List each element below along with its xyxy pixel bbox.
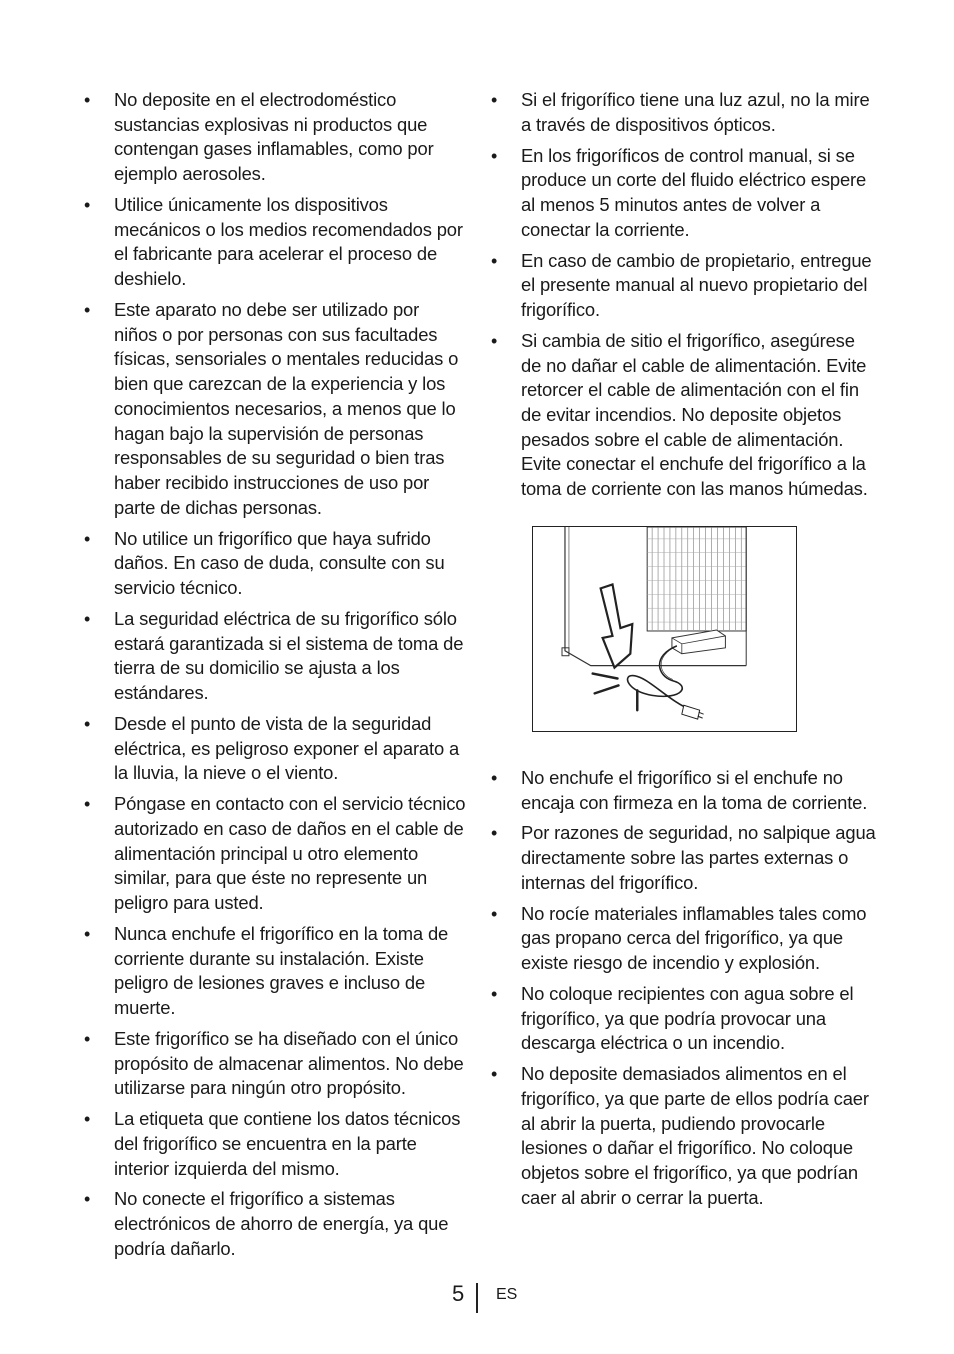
language-code: ES — [496, 1286, 518, 1303]
list-item: • En caso de cambio de propietario, entregue el presente manual al nuevo propietario del frigorífico. — [491, 249, 872, 320]
list-item: • Si cambia de sitio el frigorífico, asegúrese de no dañar el cable de alimentación. Evite retorcer el cable de alimentación con el fin de evitar incendios. No deposite objetos pesados sobre el cable de alimentación. Evite conectar el enchufe del frigorífico a la toma de corriente con las manos húmedas. — [491, 329, 868, 500]
bullet-icon: • — [84, 528, 91, 549]
bullet-icon: • — [84, 1189, 91, 1210]
list-item: • La seguridad eléctrica de su frigorífico sólo estará garantizada si el sistema de toma de tierra de su domicilio se ajusta a los estándares. — [84, 607, 464, 703]
list-item: • Por razones de seguridad, no salpique agua directamente sobre las partes externas o internas del frigorífico. — [491, 822, 876, 893]
list-item: • No utilice un frigorífico que haya sufrido daños. En caso de duda, consulte con su servicio técnico. — [84, 527, 445, 598]
bullet-icon: • — [84, 300, 91, 320]
list-item: • Nunca enchufe el frigorífico en la toma de corriente durante su instalación. Existe peligro de lesiones graves e incluso de muerte. — [84, 922, 449, 1018]
list-item: • Este aparato no debe ser utilizado por niños o por personas con sus facultades físicas, sensoriales o mentales reducidas o bien que carezcan de la experiencia y los conocimientos necesarios, a menos que lo hagan bajo la supervisión de personas responsables de su seguridad o bien tras haber recibido instrucciones de uso por parte de dichas personas. — [84, 299, 459, 518]
list-item: • Utilice únicamente los dispositivos mecánicos o los medios recomendados por el fabricante para acelerar el proceso de deshielo. — [84, 194, 463, 290]
right-bullet-list-bottom — [491, 766, 877, 1211]
list-item: • No rocíe materiales inflamables tales como gas propano cerca del frigorífico, ya que existe riesgo de incendio y explosión. — [491, 902, 867, 974]
footer-divider — [476, 1283, 478, 1313]
page-footer — [0, 1281, 954, 1315]
page-number: 5 — [452, 1281, 465, 1306]
fridge-power-cable-illustration — [532, 526, 797, 732]
fridge-cable-drawing — [533, 527, 796, 731]
bullet-icon: • — [491, 767, 498, 788]
list-item: • La etiqueta que contiene los datos técnicos del frigorífico se encuentra en la parte interior izquierda del mismo. — [84, 1108, 461, 1179]
bullet-icon: • — [84, 1028, 91, 1049]
bullet-icon: • — [491, 145, 498, 166]
list-item: • No enchufe el frigorífico si el enchufe no encaja con firmeza en la toma de corriente. — [491, 766, 868, 813]
bullet-icon: • — [84, 794, 91, 815]
list-item: • No conecte el frigorífico a sistemas electrónicos de ahorro de energía, ya que podría dañarlo. — [84, 1188, 449, 1259]
list-item: • Este frigorífico se ha diseñado con el único propósito de almacenar alimentos. No debe utilizarse para ningún otro propósito. — [84, 1027, 464, 1099]
list-item: • No coloque recipientes con agua sobre el frigorífico, ya que podría provocar una descarga eléctrica o un incendio. — [491, 983, 854, 1054]
bullet-icon: • — [84, 713, 91, 734]
list-item: • Si el frigorífico tiene una luz azul, no la mire a través de dispositivos ópticos. — [491, 89, 870, 135]
bullet-icon: • — [84, 608, 91, 629]
list-item: • No deposite demasiados alimentos en el frigorífico, ya que parte de ellos podría caer al abrir la puerta, pudiendo provocarle lesiones o dañar el frigorífico. No coloque objetos sobre el frigorífico, ya que podrían caer al abrir o cerrar la puerta. — [491, 1063, 869, 1208]
bullet-icon: • — [491, 903, 498, 924]
left-bullet-list — [84, 88, 466, 1262]
bullet-icon: • — [491, 1064, 498, 1085]
right-column — [491, 88, 877, 1217]
right-bullet-list-top — [491, 88, 877, 502]
list-item: • En los frigoríficos de control manual, si se produce un corte del fluido eléctrico espere al menos 5 minutos antes de volver a conectar la corriente. — [491, 144, 867, 240]
bullet-icon: • — [491, 330, 498, 351]
list-item: • Póngase en contacto con el servicio técnico autorizado en caso de daños en el cable de alimentación principal u otro elemento similar, para que éste no represente un peligro para usted. — [84, 793, 466, 913]
bullet-icon: • — [491, 823, 498, 844]
list-item: • Desde el punto de vista de la seguridad eléctrica, es peligroso exponer el aparato a la lluvia, la nieve o el viento. — [84, 712, 460, 784]
bullet-icon: • — [84, 90, 91, 110]
bullet-icon: • — [491, 250, 498, 271]
bullet-icon: • — [491, 984, 498, 1004]
bullet-icon: • — [491, 90, 498, 110]
left-column — [84, 88, 466, 1268]
bullet-icon: • — [84, 195, 91, 215]
bullet-icon: • — [84, 923, 91, 944]
bullet-icon: • — [84, 1109, 91, 1130]
list-item: • No deposite en el electrodoméstico sustancias explosivas ni productos que contengan gases inflamables, como por ejemplo aerosoles. — [84, 89, 434, 185]
